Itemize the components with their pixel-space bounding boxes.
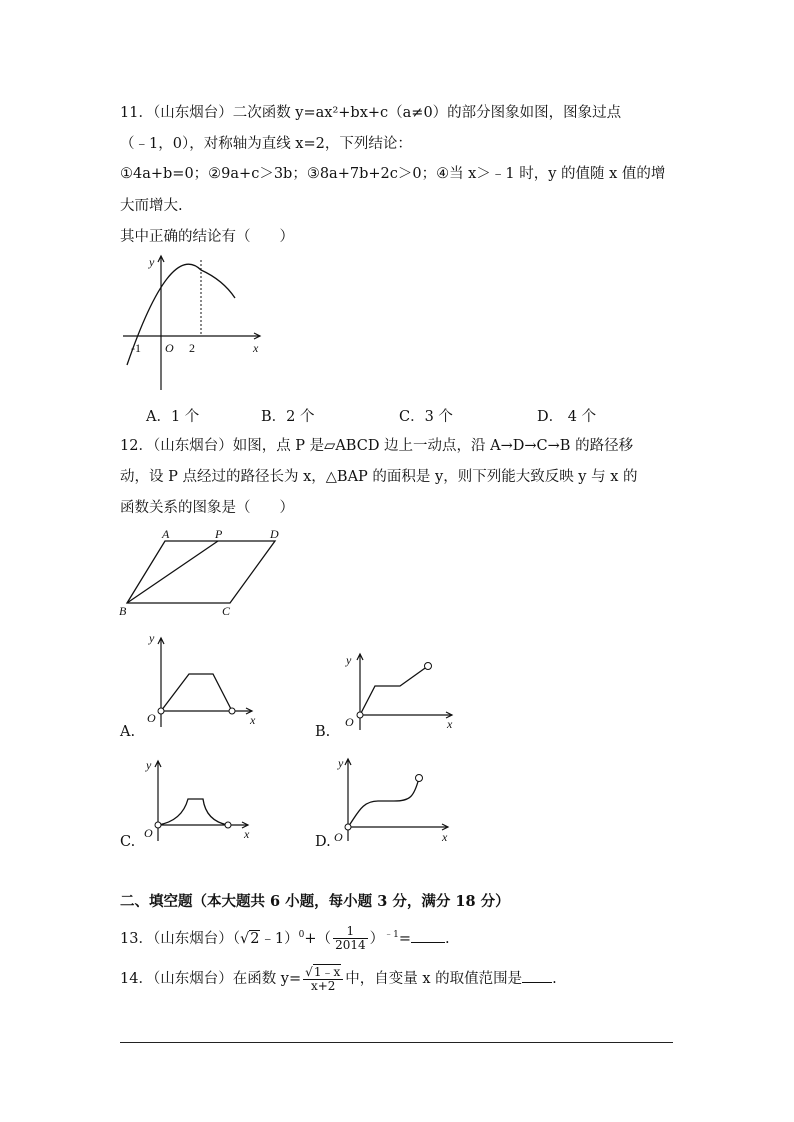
q14-denominator: x+2 [310, 978, 336, 993]
origin-label: O [334, 830, 343, 844]
q11-line1: 11．（山东烟台）二次函数 y=ax²+bx+c（a≠0）的部分图象如图，图象过点 [120, 105, 622, 121]
q13-plus: +（ [304, 930, 332, 947]
q13-fraction [333, 925, 368, 952]
x-label: x [250, 713, 256, 727]
q13-eq: = [398, 930, 411, 947]
origin-label: O [345, 715, 354, 729]
segment-bp [127, 541, 218, 603]
vertex-d-label: D [270, 527, 279, 541]
q12-line3: 函数关系的图象是（ ） [120, 500, 294, 516]
option-b-graph [340, 650, 460, 735]
x-label: x [244, 827, 250, 841]
q14-prefix: 14．（山东烟台）在函数 y= [120, 971, 302, 987]
q11-line4: 大而增大. [120, 198, 183, 214]
x-label: x [447, 717, 453, 731]
q11-parabola-graph [115, 250, 275, 395]
q14-end: . [552, 971, 557, 987]
q11-option-c: C．3 个 [399, 409, 453, 425]
function-curve [360, 666, 428, 715]
function-curve [161, 674, 232, 711]
y-label: y [346, 653, 352, 667]
q11-line2: （﹣1，0），对称轴为直线 x=2，下列结论： [120, 136, 412, 152]
option-c-graph [140, 755, 260, 845]
parallelogram-figure [115, 528, 290, 623]
q13-close: ） [369, 930, 385, 947]
q11-line3: ①4a+b=0；②9a+c＞3b；③8a+7b+2c＞0；④当 x＞﹣1 时，y 的值随 x 值的增 [120, 166, 666, 182]
q13-exp-zero: 0 [298, 930, 305, 940]
option-a-label: A. [120, 724, 136, 740]
neg1-label: -1 [131, 341, 141, 355]
y-label: y [149, 255, 155, 269]
q11-option-a: A．1 个 [146, 409, 200, 425]
q11-line5: 其中正确的结论有（ ） [120, 229, 294, 245]
q14-numerator [303, 966, 343, 980]
q13-exp-neg1: ﹣1 [384, 930, 399, 940]
point-p-label: P [215, 527, 223, 541]
q13-end: . [445, 930, 450, 947]
two-label: 2 [189, 341, 195, 355]
q13-denominator: 2014 [335, 938, 366, 953]
q11-option-b: B．2 个 [261, 409, 315, 425]
q13-mid: ﹣1） [260, 930, 299, 947]
x-label: x [253, 341, 259, 355]
vertex-b-label: B [119, 604, 127, 618]
q13-prefix: 13．（山东烟台）（ [120, 930, 240, 947]
origin-label: O [147, 711, 156, 725]
sqrt-radicand: 2 [250, 930, 260, 947]
q14-radicand: 1﹣x [313, 964, 341, 979]
vertex-c-label: C [222, 604, 231, 618]
y-label: y [149, 631, 155, 645]
function-curve [348, 778, 419, 827]
x-label: x [442, 830, 448, 844]
q14-answer-blank[interactable] [522, 969, 552, 983]
option-a-graph [142, 632, 262, 732]
option-d-label: D. [315, 834, 331, 850]
y-label: y [146, 758, 152, 772]
q11-option-d: D． 4 个 [537, 409, 597, 425]
q13-answer-blank[interactable] [411, 929, 445, 943]
q12-line1: 12．（山东烟台）如图，点 P 是▱ABCD 边上一动点，沿 A→D→C→B 的路径移 [120, 438, 634, 454]
parallelogram-abcd [127, 541, 275, 603]
option-b-label: B. [315, 724, 331, 740]
q12-line2: 动，设 P 点经过的路径长为 x，△BAP 的面积是 y，则下列能大致反映 y 与 x 的 [120, 469, 638, 485]
section-heading: 二、填空题（本大题共 6 小题，每小题 3 分，满分 18 分） [120, 893, 510, 910]
q13-line [120, 922, 450, 952]
sqrt-symbol: √ [239, 930, 250, 947]
vertex-a-label: A [162, 527, 170, 541]
q14-post: 中，自变量 x 的取值范围是 [345, 971, 523, 987]
origin-label: O [144, 826, 153, 840]
q14-line [120, 962, 557, 996]
q13-numerator: 1 [333, 925, 368, 939]
option-c-label: C. [120, 834, 136, 850]
sqrt-symbol: √ [305, 964, 313, 979]
y-label: y [338, 756, 344, 770]
origin-label: O [165, 341, 174, 355]
parabola-curve [127, 264, 235, 365]
function-curve [158, 799, 228, 825]
q14-fraction [303, 966, 343, 993]
page-footer-rule [120, 1042, 673, 1043]
option-d-graph [330, 755, 452, 845]
